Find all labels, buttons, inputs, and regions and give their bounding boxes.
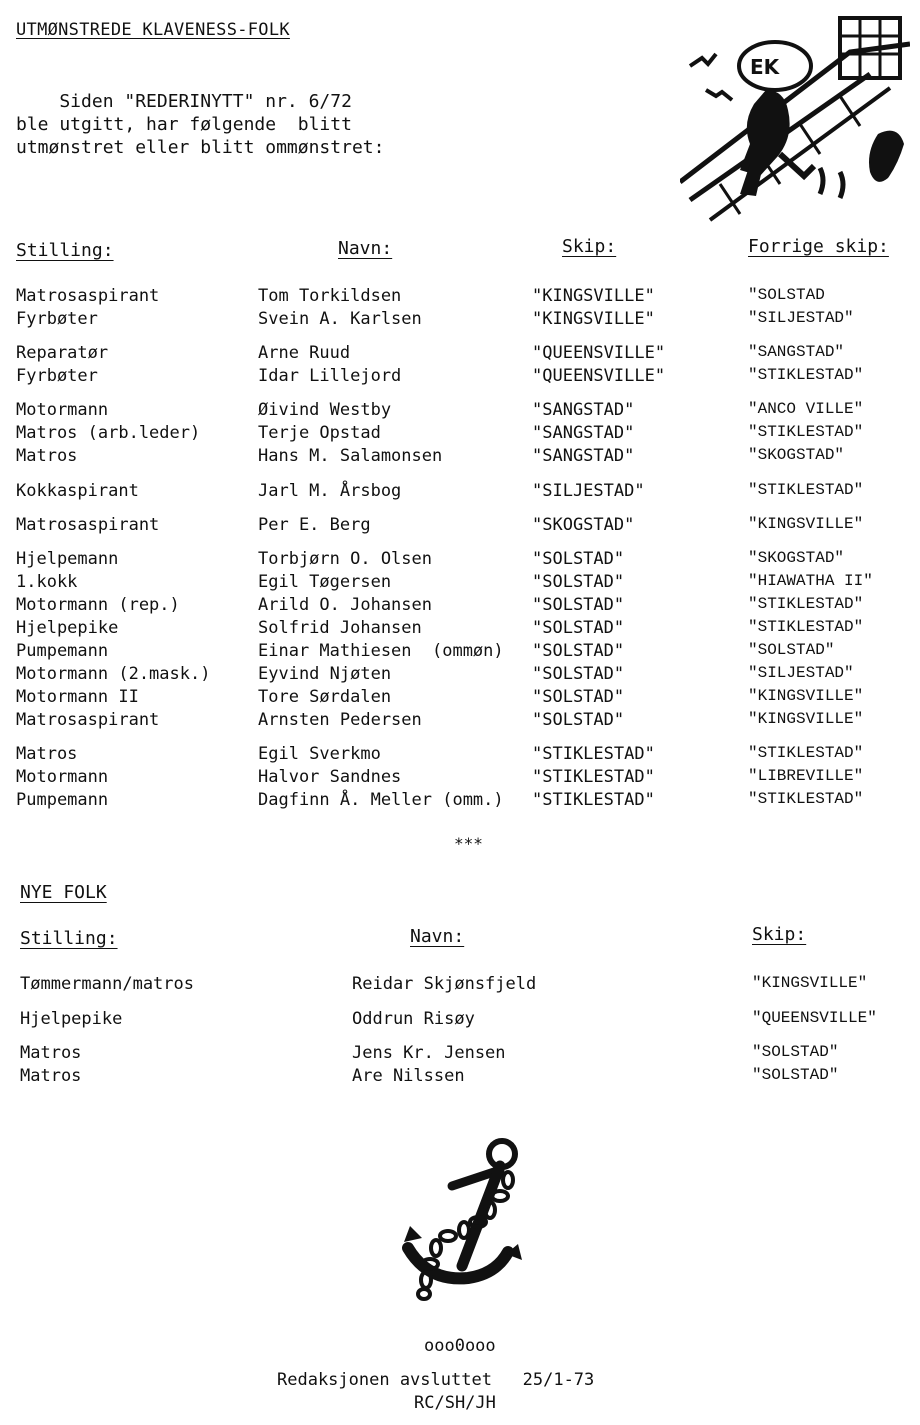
navn-cell: Are Nilssen [352, 1066, 465, 1086]
skip-cell: "SANGSTAD" [532, 446, 635, 466]
section-separator: *** [454, 834, 483, 853]
navn-cell: Solfrid Johansen [258, 618, 422, 638]
navn-cell: Svein A. Karlsen [258, 309, 422, 329]
forrige-skip-cell: "STIKLESTAD" [748, 618, 864, 636]
forrige-skip-cell: "SKOGSTAD" [748, 446, 845, 464]
navn-cell: Øivind Westby [258, 400, 392, 420]
forrige-skip-cell: "ANCO VILLE" [748, 400, 864, 418]
skip-cell: "KINGSVILLE" [752, 974, 868, 992]
skip-cell: "SOLSTAD" [532, 687, 625, 707]
skip-cell: "QUEENSVILLE" [752, 1009, 877, 1027]
intro-line: utmønstret eller blitt ommønstret: [16, 137, 385, 158]
header-skip-2: Skip: [752, 924, 807, 945]
table-row [0, 366, 920, 389]
stilling-cell: Matrosaspirant [16, 515, 160, 535]
skip-cell: "KINGSVILLE" [532, 309, 655, 329]
stilling-cell: Matros [16, 446, 78, 466]
navn-cell: Egil Sverkmo [258, 744, 381, 764]
skip-cell: "SOLSTAD" [532, 572, 625, 592]
table-row [0, 767, 920, 790]
editorial-closed-date: Redaksjonen avsluttet 25/1-73 [277, 1370, 595, 1390]
navn-cell: Idar Lillejord [258, 366, 402, 386]
stilling-cell: Motormann (rep.) [16, 595, 180, 615]
table-row [0, 343, 920, 366]
navn-cell: Einar Mathiesen (ommøn) [258, 641, 504, 661]
header-stilling-2: Stilling: [20, 928, 118, 949]
forrige-skip-cell: "STIKLESTAD" [748, 595, 864, 613]
navn-cell: Hans M. Salamonsen [258, 446, 443, 466]
table-row [0, 400, 920, 423]
table-row [0, 641, 920, 664]
forrige-skip-cell: "LIBREVILLE" [748, 767, 864, 785]
forrige-skip-cell: "SOLSTAD" [748, 641, 835, 659]
header-navn-2: Navn: [410, 926, 465, 947]
skip-cell: "SOLSTAD" [532, 664, 625, 684]
table-row [0, 309, 920, 332]
forrige-skip-cell: "SOLSTAD [748, 286, 825, 304]
stilling-cell: Reparatør [16, 343, 109, 363]
stilling-cell: Motormann II [16, 687, 139, 707]
forrige-skip-cell: "HIAWATHA II" [748, 572, 873, 590]
stilling-cell: Hjelpemann [16, 549, 119, 569]
skip-cell: "SILJESTAD" [532, 481, 645, 501]
skip-cell: "STIKLESTAD" [532, 767, 655, 787]
table-row [0, 423, 920, 446]
navn-cell: Halvor Sandnes [258, 767, 402, 787]
table-row [0, 1043, 920, 1066]
forrige-skip-cell: "KINGSVILLE" [748, 710, 864, 728]
skip-cell: "SANGSTAD" [532, 423, 635, 443]
stilling-cell: Matros [20, 1066, 82, 1086]
table-row [0, 549, 920, 572]
stilling-cell: Matrosaspirant [16, 710, 160, 730]
stilling-cell: 1.kokk [16, 572, 78, 592]
table-row [0, 618, 920, 641]
stilling-cell: Matros (arb.leder) [16, 423, 201, 443]
stilling-cell: Hjelpepike [16, 618, 119, 638]
stilling-cell: Fyrbøter [16, 366, 98, 386]
forrige-skip-cell: "STIKLESTAD" [748, 423, 864, 441]
navn-cell: Eyvind Njøten [258, 664, 392, 684]
navn-cell: Dagfinn Å. Meller (omm.) [258, 790, 504, 810]
table-row [0, 446, 920, 469]
navn-cell: Egil Tøgersen [258, 572, 392, 592]
navn-cell: Tore Sørdalen [258, 687, 392, 707]
intro-line: ble utgitt, har følgende blitt [16, 114, 352, 135]
navn-cell: Torbjørn O. Olsen [258, 549, 432, 569]
stilling-cell: Pumpemann [16, 790, 109, 810]
stilling-cell: Kokkaspirant [16, 481, 139, 501]
forrige-skip-cell: "STIKLESTAD" [748, 790, 864, 808]
skip-cell: "SANGSTAD" [532, 400, 635, 420]
skip-cell: "QUEENSVILLE" [532, 366, 666, 386]
stilling-cell: Hjelpepike [20, 1009, 123, 1029]
skip-cell: "SOLSTAD" [532, 641, 625, 661]
intro-line: Siden "REDERINYTT" nr. 6/72 [16, 91, 352, 112]
forrige-skip-cell: "KINGSVILLE" [748, 687, 864, 705]
stilling-cell: Matros [20, 1043, 82, 1063]
stilling-cell: Motormann [16, 400, 109, 420]
stilling-cell: Matros [16, 744, 78, 764]
table-row [0, 974, 920, 997]
forrige-skip-cell: "STIKLESTAD" [748, 744, 864, 762]
skip-cell: "STIKLESTAD" [532, 744, 655, 764]
header-navn: Navn: [338, 238, 393, 259]
skip-cell: "STIKLESTAD" [532, 790, 655, 810]
document-title: UTMØNSTREDE KLAVENESS-FOLK [16, 20, 290, 40]
skip-cell: "SOLSTAD" [752, 1043, 839, 1061]
table-row [0, 286, 920, 309]
navn-cell: Arild O. Johansen [258, 595, 432, 615]
editor-initials: RC/SH/JH [414, 1393, 496, 1413]
table-row [0, 1009, 920, 1032]
stilling-cell: Pumpemann [16, 641, 109, 661]
navn-cell: Arne Ruud [258, 343, 351, 363]
table-row [0, 515, 920, 538]
forrige-skip-cell: "STIKLESTAD" [748, 366, 864, 384]
table-row [0, 1066, 920, 1089]
skip-cell: "SOLSTAD" [532, 549, 625, 569]
table-row [0, 481, 920, 504]
ornament-divider: ooo0ooo [424, 1336, 496, 1356]
stilling-cell: Matrosaspirant [16, 286, 160, 306]
table-row [0, 710, 920, 733]
table-row [0, 744, 920, 767]
forrige-skip-cell: "SANGSTAD" [748, 343, 845, 361]
header-stilling: Stilling: [16, 240, 114, 261]
forrige-skip-cell: "SILJESTAD" [748, 309, 854, 327]
table-row [0, 790, 920, 813]
stilling-cell: Motormann [16, 767, 109, 787]
skip-cell: "SOLSTAD" [752, 1066, 839, 1084]
header-skip: Skip: [562, 236, 617, 257]
navn-cell: Arnsten Pedersen [258, 710, 422, 730]
table-row [0, 687, 920, 710]
skip-cell: "QUEENSVILLE" [532, 343, 666, 363]
navn-cell: Oddrun Risøy [352, 1009, 475, 1029]
navn-cell: Terje Opstad [258, 423, 381, 443]
svg-text:EK: EK [750, 55, 780, 79]
forrige-skip-cell: "SKOGSTAD" [748, 549, 845, 567]
navn-cell: Reidar Skjønsfjeld [352, 974, 537, 994]
table-row [0, 595, 920, 618]
forrige-skip-cell: "KINGSVILLE" [748, 515, 864, 533]
stilling-cell: Tømmermann/matros [20, 974, 194, 994]
forrige-skip-cell: "STIKLESTAD" [748, 481, 864, 499]
navn-cell: Jarl M. Årsbog [258, 481, 402, 501]
stilling-cell: Motormann (2.mask.) [16, 664, 211, 684]
table-row [0, 572, 920, 595]
navn-cell: Tom Torkildsen [258, 286, 402, 306]
header-forrige-skip: Forrige skip: [748, 236, 889, 257]
section-title-nye-folk: NYE FOLK [20, 882, 107, 903]
navn-cell: Jens Kr. Jensen [352, 1043, 506, 1063]
anchor-chain-illustration [400, 1136, 530, 1301]
skip-cell: "KINGSVILLE" [532, 286, 655, 306]
skip-cell: "SOLSTAD" [532, 710, 625, 730]
intro-paragraph [16, 90, 384, 159]
skip-cell: "SOLSTAD" [532, 618, 625, 638]
skip-cell: "SKOGSTAD" [532, 515, 635, 535]
skip-cell: "SOLSTAD" [532, 595, 625, 615]
table-row [0, 664, 920, 687]
ship-sailor-illustration [680, 14, 910, 224]
navn-cell: Per E. Berg [258, 515, 371, 535]
stilling-cell: Fyrbøter [16, 309, 98, 329]
forrige-skip-cell: "SILJESTAD" [748, 664, 854, 682]
